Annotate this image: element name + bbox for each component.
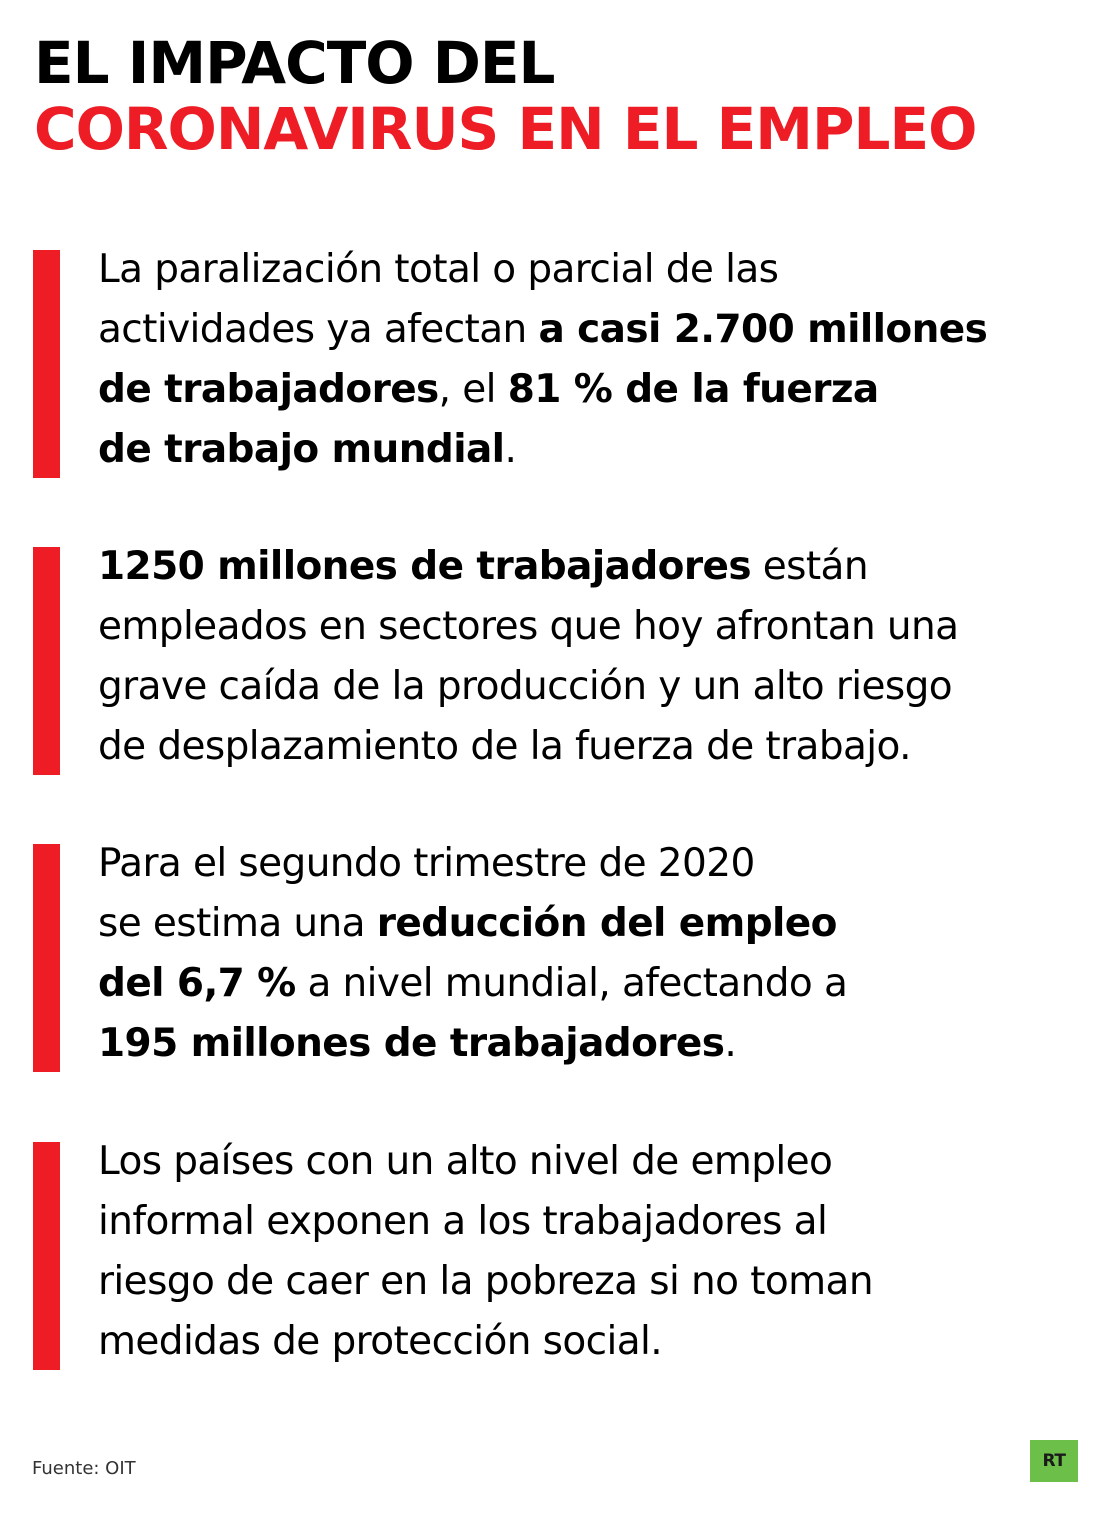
bold-text-run: 81 % de la fuerza (507, 367, 879, 412)
logo-text: RT (1042, 1451, 1066, 1471)
text-line (98, 1312, 1084, 1372)
text-line (98, 537, 1084, 597)
text-line (98, 360, 1084, 420)
text-run: informal exponen a los trabajadores al (98, 1199, 828, 1244)
accent-bar (33, 547, 60, 775)
title-line-1: EL IMPACTO DEL (34, 29, 555, 97)
text-run: riesgo de caer en la pobreza si no toman (98, 1259, 873, 1304)
page-title (34, 30, 976, 162)
fact-text (98, 537, 1084, 777)
accent-bar (33, 250, 60, 478)
bold-text-run: del 6,7 % (98, 961, 296, 1006)
bold-text-run: de trabajadores (98, 367, 439, 412)
text-run: medidas de protección social. (98, 1319, 663, 1364)
text-run: . (504, 427, 517, 472)
bold-text-run: a casi 2.700 millones (538, 307, 988, 352)
text-run: La paralización total o parcial de las (98, 247, 779, 292)
text-line (98, 300, 1084, 360)
text-run: Para el segundo trimestre de 2020 (98, 841, 755, 886)
rt-logo-icon (1030, 1440, 1078, 1482)
fact-text (98, 240, 1084, 480)
text-run: grave caída de la producción y un alto riesgo (98, 664, 953, 709)
text-line (98, 954, 1084, 1014)
text-run: Los países con un alto nivel de empleo (98, 1139, 833, 1184)
text-run: empleados en sectores que hoy afrontan una (98, 604, 959, 649)
text-line (98, 240, 1084, 300)
text-line (98, 597, 1084, 657)
text-run: actividades ya afectan (98, 307, 539, 352)
fact-text (98, 834, 1084, 1074)
text-run: de desplazamiento de la fuerza de trabajo. (98, 724, 911, 769)
text-line (98, 1252, 1084, 1312)
text-run: se estima una (98, 901, 377, 946)
fact-text (98, 1132, 1084, 1372)
text-line (98, 717, 1084, 777)
accent-bar (33, 1142, 60, 1370)
text-line (98, 657, 1084, 717)
text-line (98, 1132, 1084, 1192)
bold-text-run: 195 millones de trabajadores (98, 1021, 725, 1066)
text-line (98, 894, 1084, 954)
title-line-2: CORONAVIRUS EN EL EMPLEO (34, 95, 977, 163)
accent-bar (33, 844, 60, 1072)
bold-text-run: 1250 millones de trabajadores (98, 544, 751, 589)
bold-text-run: reducción del empleo (376, 901, 837, 946)
text-line (98, 1192, 1084, 1252)
text-run: . (724, 1021, 737, 1066)
text-run: a nivel mundial, afectando a (295, 961, 848, 1006)
source-note: Fuente: OIT (32, 1458, 136, 1479)
text-run: están (750, 544, 868, 589)
text-line (98, 420, 1084, 480)
text-run: , el (438, 367, 508, 412)
bold-text-run: de trabajo mundial (98, 427, 505, 472)
text-line (98, 1014, 1084, 1074)
text-line (98, 834, 1084, 894)
